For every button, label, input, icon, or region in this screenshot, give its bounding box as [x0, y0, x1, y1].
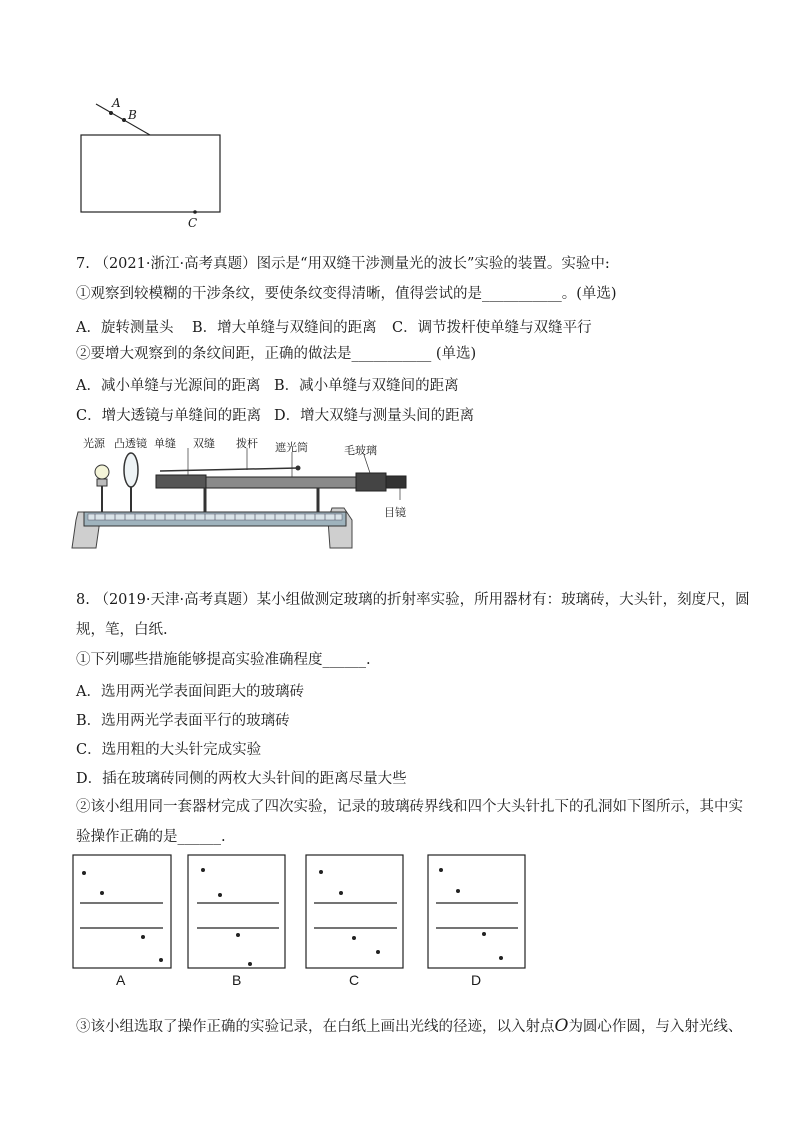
q7-source: （2021·浙江·高考真题） — [94, 256, 257, 272]
label-lever: 拨杆 — [236, 437, 258, 450]
q7-p2-option-a: A．减小单缝与光源间的距离 — [76, 378, 261, 394]
label-b: B — [128, 108, 137, 122]
label-eyepiece: 目镜 — [384, 506, 406, 519]
q8-source: （2019·天津·高考真题） — [94, 592, 257, 608]
panel-c — [306, 855, 403, 968]
q8-part2-line1: ②该小组用同一套器材完成了四次实验，记录的玻璃砖界线和四个大头针扎下的孔洞如下图所示，其中实 — [76, 799, 743, 815]
q8-stem-line1: 某小组做测定玻璃的折射率实验，所用器材有：玻璃砖，大头针，刻度尺，圆 — [256, 592, 750, 608]
panel-b-label: B — [232, 972, 242, 988]
panel-b — [188, 855, 285, 968]
label-double-slit: 双缝 — [193, 437, 215, 450]
label-c: C — [188, 216, 198, 230]
panel-a — [73, 855, 171, 968]
q8-part3-a: ③该小组选取了操作正确的实验记录，在白纸上画出光线的径迹，以入射点 — [76, 1019, 555, 1035]
q8-part3 — [76, 1016, 742, 1037]
q7-p2-option-c: C．增大透镜与单缝间的距离 — [76, 408, 262, 424]
q8-stem-line2: 规，笔，白纸. — [76, 622, 168, 638]
q7-number: 7. — [76, 256, 90, 272]
q7-p1-option-c: C．调节拨杆使单缝与双缝平行 — [392, 320, 592, 336]
label-convex-lens: 凸透镜 — [114, 437, 147, 450]
q7-stem: 图示是“用双缝干涉测量光的波长”实验的装置。实验中: — [256, 256, 610, 272]
q8-p1-option-a: A．选用两光学表面间距大的玻璃砖 — [76, 684, 304, 700]
label-hood: 遮光筒 — [275, 441, 308, 454]
q7-part1: ①观察到较模糊的干涉条纹，要使条纹变得清晰，值得尝试的是___________。(单选) — [76, 286, 617, 302]
q8-part3-point: O — [554, 1016, 569, 1036]
q7-p2-option-b: B．减小单缝与双缝间的距离 — [274, 378, 459, 394]
q8-p1-option-d: D．插在玻璃砖同侧的两枚大头针间的距离尽量大些 — [76, 771, 407, 787]
q8-number: 8. — [76, 592, 90, 608]
panel-a-label: A — [116, 972, 126, 988]
q8-part3-b: 为圆心作圆，与入射光线、 — [568, 1019, 743, 1035]
label-single-slit: 单缝 — [154, 437, 176, 450]
q8-p1-option-c: C．选用粗的大头针完成实验 — [76, 742, 262, 758]
q7-part2: ②要增大观察到的条纹间距，正确的做法是___________ (单选) — [76, 346, 477, 362]
q8-part2-line2: 验操作正确的是______. — [76, 829, 226, 845]
panel-d-label: D — [471, 972, 482, 988]
label-frosted-glass: 毛玻璃 — [344, 444, 377, 457]
q7-p2-option-d: D．增大双缝与测量头间的距离 — [274, 408, 475, 424]
q8-part1: ①下列哪些措施能够提高实验准确程度______. — [76, 652, 371, 668]
q8-p1-option-b: B．选用两光学表面平行的玻璃砖 — [76, 713, 290, 729]
panel-c-label: C — [349, 972, 360, 988]
label-light-source: 光源 — [83, 437, 105, 450]
label-a: A — [112, 96, 121, 110]
panel-d — [428, 855, 525, 968]
q7-p1-option-a: A．旋转测量头 — [76, 320, 174, 336]
q7-p1-option-b: B．增大单缝与双缝间的距离 — [192, 320, 377, 336]
